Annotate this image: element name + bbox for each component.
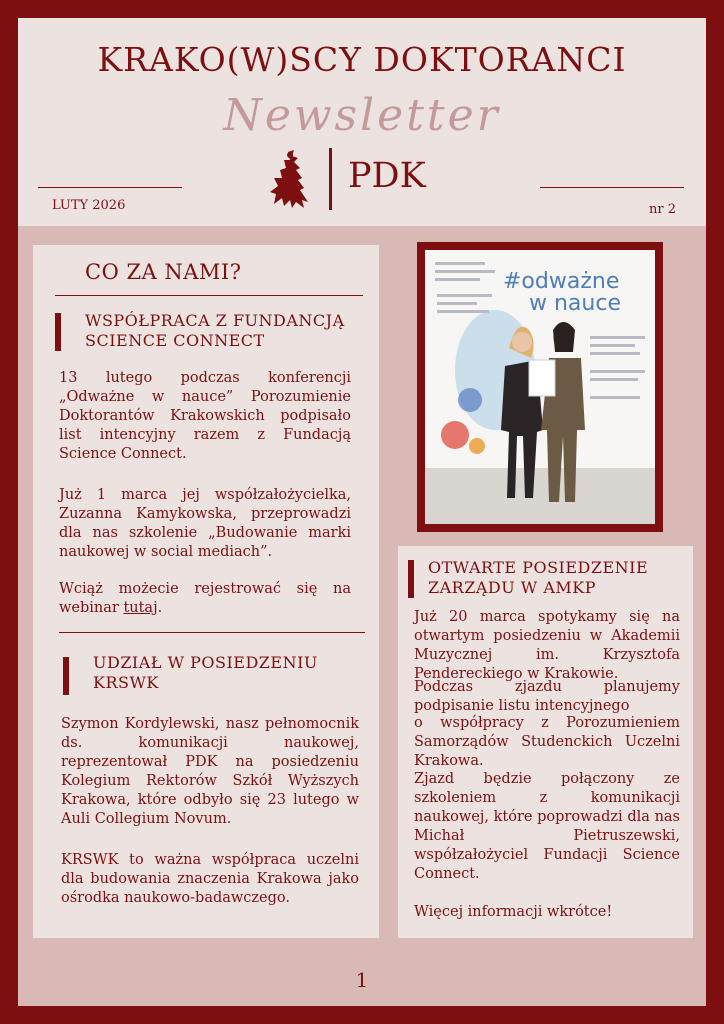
article-marker (55, 313, 61, 351)
article-paragraph (59, 580, 351, 618)
article-title-line: WSPÓŁPRACA Z FUNDANCJĄ (85, 311, 345, 330)
newsletter-page (18, 18, 706, 1006)
article-marker (408, 560, 414, 598)
article-title (85, 311, 345, 351)
article-title-line: ZARZĄDU W AMKP (428, 578, 596, 597)
header-divider-left (38, 187, 182, 188)
newsletter-script-title: Newsletter (223, 90, 501, 141)
article-paragraph: Szymon Kordylewski, nasz pełnomocnik ds. komunikacji naukowej, reprezentował PDK na posiedzeniu Kolegium Rektorów Szkół Wyższych Krakowa, które odbyło się 23 lutego w Auli Collegium Novum. (61, 716, 359, 827)
article-paragraph: 13 lutego podczas konferencji „Odważne w nauce” Porozumienie Doktorantów Krakowskich podpisało list intencyjny razem z Fundacją Science Connect. (59, 370, 351, 462)
section-title: CO ZA NAMI? (85, 260, 242, 284)
banner-text: #odważne (503, 269, 620, 294)
webinar-link[interactable]: tutaj (123, 600, 158, 616)
article-title-line: SCIENCE CONNECT (85, 331, 265, 350)
article-paragraph: KRSWK to ważna współpraca uczelni dla budowania znaczenia Krakowa jako ośrodka naukowo-badawczego. (61, 852, 359, 906)
article-paragraph: Zjazd będzie połączony ze szkoleniem z komunikacji naukowej, które poprowadzi dla nas Michał Pietruszewski, współzałożyciel Fundacji Science Connect. (414, 771, 680, 882)
issue-date: LUTY 2026 (52, 198, 126, 213)
left-column-card (33, 245, 379, 938)
article-paragraph: o współpracy z Porozumieniem Samorządów Studenckich Uczelni Krakowa. (414, 715, 680, 769)
photo-frame (417, 242, 663, 532)
right-column-card (398, 546, 693, 938)
article-paragraph: Już 1 marca jej współzałożycielka, Zuzanna Kamykowska, przeprowadzi dla nas szkolenie „Budowanie marki naukowej w social mediach”. (59, 487, 351, 560)
newsletter-title: KRAKO(W)SCY DOKTORANCI (97, 40, 627, 79)
event-photo (425, 250, 655, 524)
header-divider-right (540, 187, 684, 188)
article-title-line: KRSWK (93, 673, 159, 692)
header (18, 18, 706, 226)
page-number: 1 (355, 968, 369, 992)
article-title-line: OTWARTE POSIEDZENIE (428, 558, 649, 577)
article-title-line: UDZIAŁ W POSIEDZENIU (93, 653, 318, 672)
section-divider (55, 295, 363, 296)
article-paragraph: Więcej informacji wkrótce! (414, 904, 613, 920)
article-paragraph: Już 20 marca spotykamy się na otwartym posiedzeniu w Akademii Muzycznej im. Krzysztofa Pendereckiego w Krakowie. (414, 609, 680, 682)
article-paragraph: Podczas zjazdu planujemy podpisanie listu intencyjnego (414, 679, 680, 714)
dragon-logo-icon (268, 148, 312, 210)
banner-text: w nauce (529, 291, 621, 316)
issue-number: nr 2 (649, 202, 676, 217)
logo-separator (329, 148, 332, 210)
article-title (93, 653, 318, 693)
article-marker (63, 657, 69, 695)
org-name: PDK (348, 156, 426, 196)
article-title (428, 558, 648, 598)
paragraph-text: Wciąż możecie rejestrować się na webinar (59, 581, 351, 616)
paragraph-text: . (157, 600, 163, 616)
article-divider (59, 632, 365, 633)
